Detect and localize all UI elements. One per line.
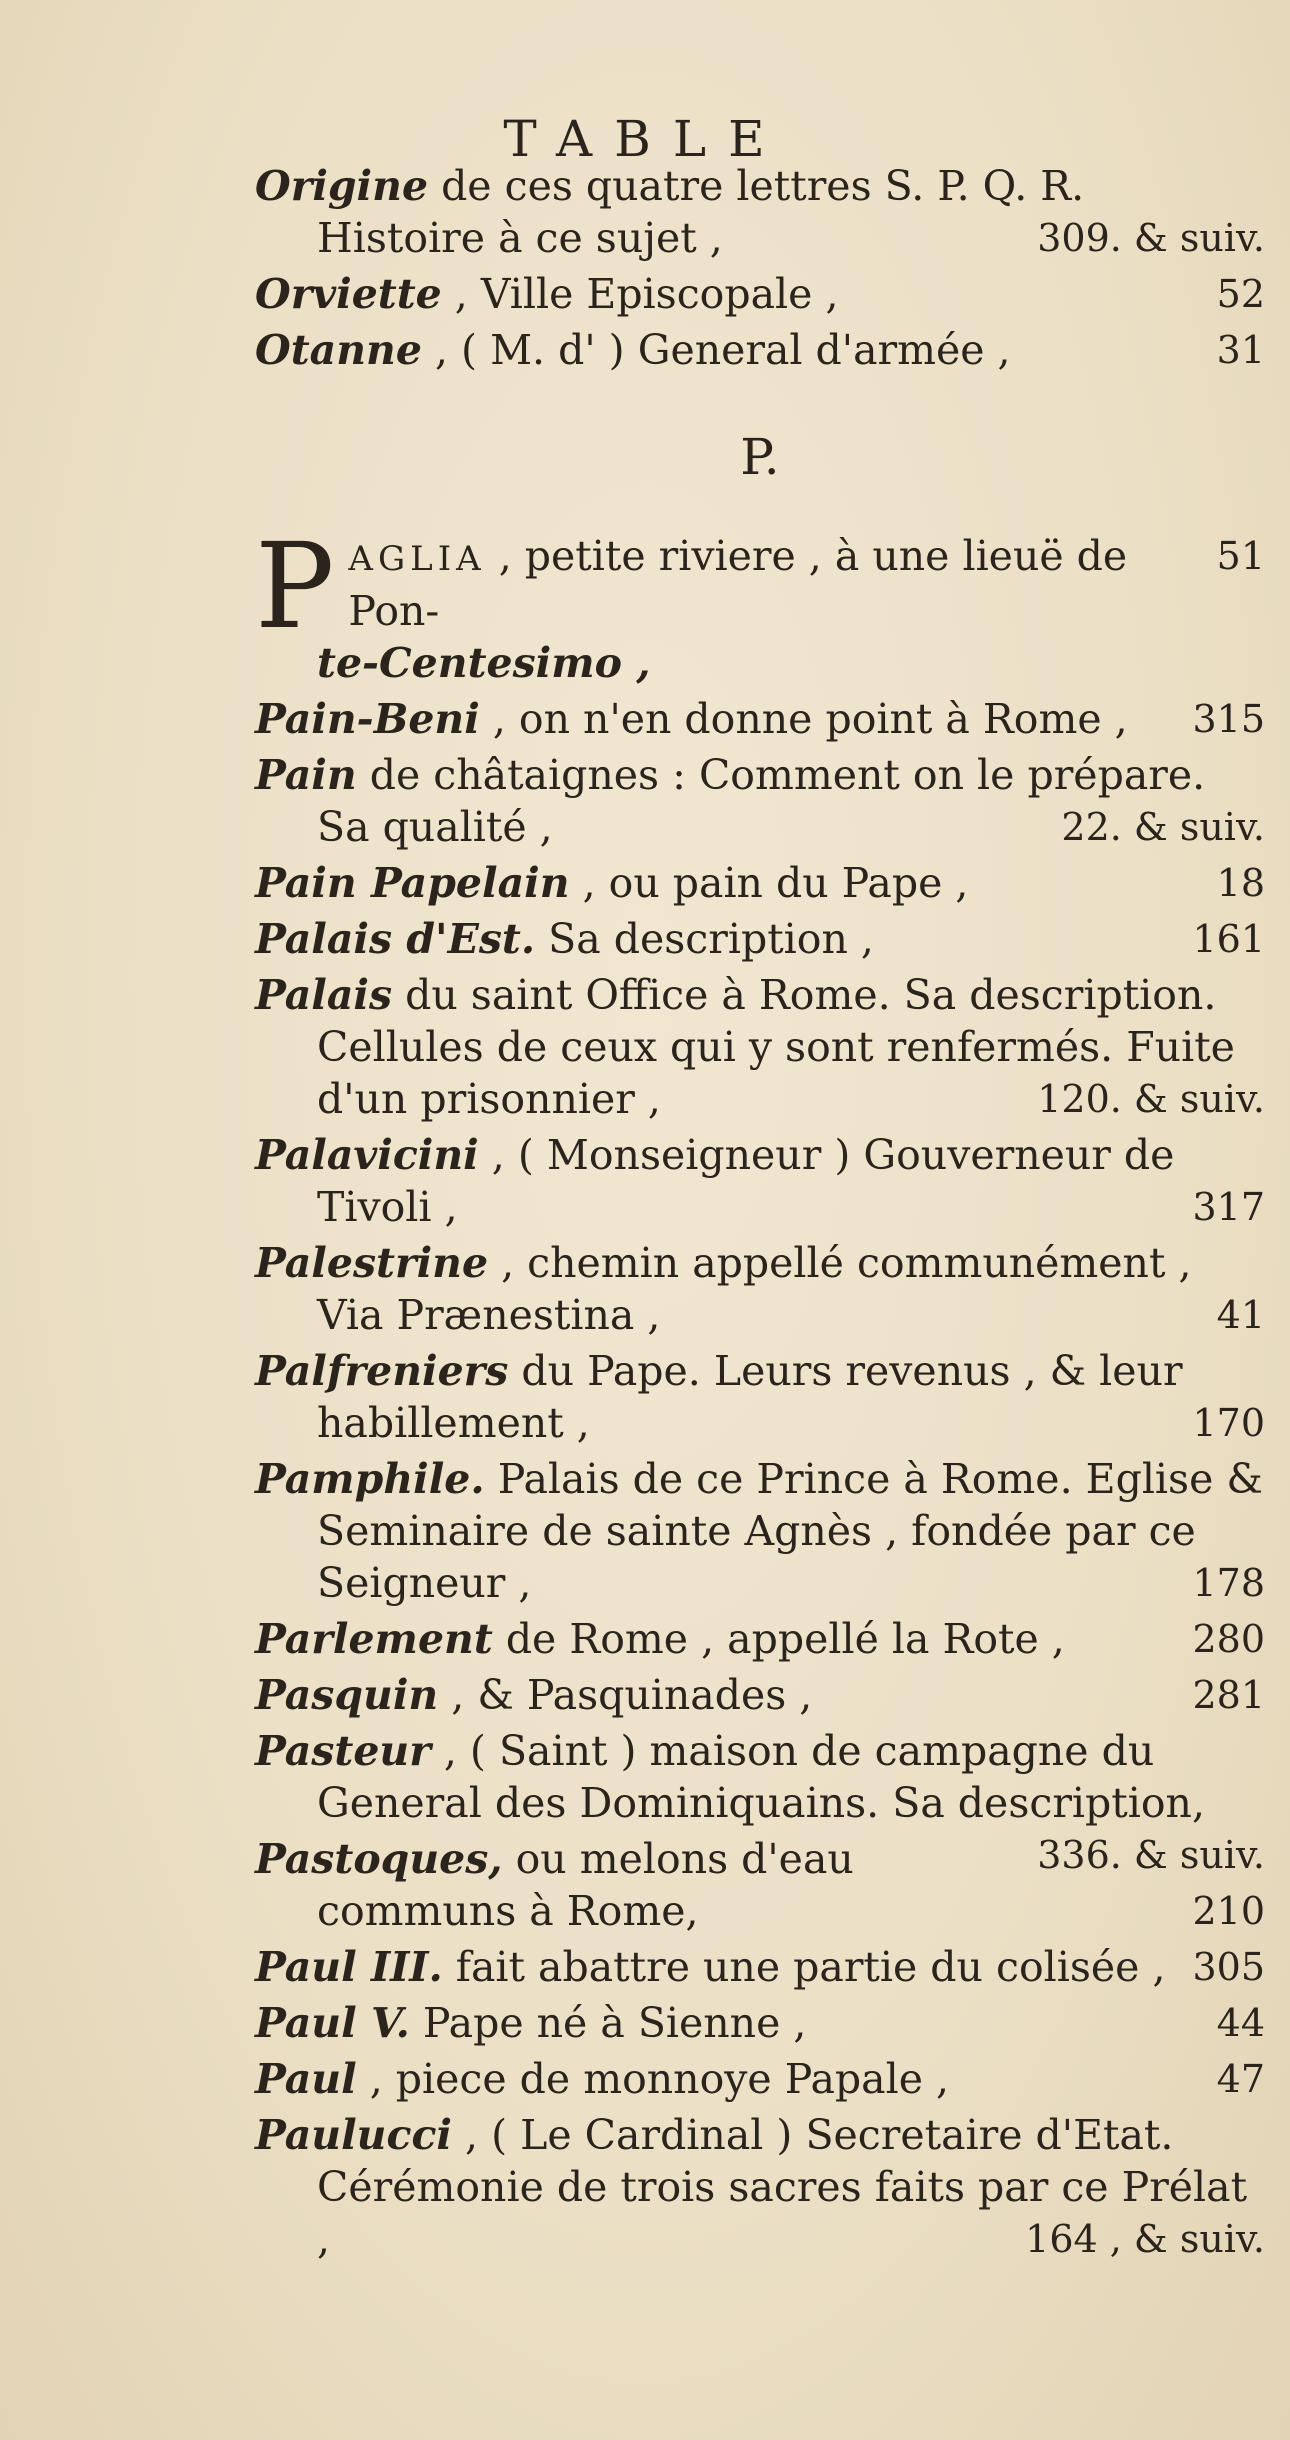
entry-text: Sa description ,: [535, 915, 874, 963]
entry-head: Palais: [255, 971, 393, 1019]
index-entry: [255, 2053, 1265, 2105]
entry-page: 315: [1192, 697, 1265, 741]
entry-page: 164 , & suiv.: [1025, 2217, 1265, 2261]
entry-page: 41: [1216, 1293, 1265, 1337]
entry-head: Palavicini: [255, 1131, 479, 1179]
first-entry: [255, 517, 1265, 689]
entry-page: 336. & suiv.: [1037, 1833, 1265, 1877]
entry-page: 120. & suiv.: [1037, 1077, 1265, 1121]
entry-head: Pain: [255, 751, 357, 799]
entry-head: Pasquin: [255, 1671, 439, 1719]
index-entry: [255, 1345, 1265, 1449]
entry-head: Parlement: [255, 1615, 493, 1663]
entry-head: Pain-Beni: [255, 695, 480, 743]
entry-page: 31: [1216, 328, 1265, 372]
entry-page: 281: [1192, 1673, 1265, 1717]
entry-text: , piece de monnoye Papale ,: [356, 2055, 950, 2103]
entry-head: Palestrine: [255, 1239, 489, 1287]
drop-cap: P: [255, 517, 335, 655]
entry-page: 52: [1216, 272, 1265, 316]
index-entry: [255, 1129, 1265, 1233]
index-entry: [255, 1613, 1265, 1665]
entries-main: [255, 693, 1265, 2265]
entry-text: du saint Office à Rome. Sa description. Cellules de ceux qui y sont renfermés. Fuite d'un prisonnier ,: [317, 971, 1235, 1123]
entry-page: 317: [1192, 1185, 1265, 1229]
running-head: TABLE: [503, 110, 787, 168]
index-entry: [255, 1997, 1265, 2049]
entry-page: 170: [1192, 1401, 1265, 1445]
index-entry: [255, 1453, 1265, 1609]
index-entry: [255, 693, 1265, 745]
entry-text: Pape né à Sienne ,: [409, 1999, 807, 2047]
entries-top: [255, 160, 1265, 376]
entry-head: Palais d'Est.: [255, 915, 536, 963]
index-entry: [255, 160, 1265, 264]
section-letter: P.: [740, 428, 780, 486]
entry-text: , chemin appellé communément , Via Prænestina ,: [317, 1239, 1192, 1339]
entry-page: 22. & suiv.: [1061, 805, 1265, 849]
index-entry: [255, 1669, 1265, 1721]
entry-head: Paul: [255, 2055, 357, 2103]
entry-page: 305: [1192, 1945, 1265, 1989]
entry-head: Pain Papelain: [255, 859, 570, 907]
entry-text: Palais de ce Prince à Rome. Eglise & Seminaire de sainte Agnès , fondée par ce Seigneur ,: [317, 1455, 1263, 1607]
index-body: [255, 160, 1265, 2269]
entry-page: 47: [1216, 2057, 1265, 2101]
entry-page: 51: [1216, 534, 1265, 578]
entry-text: fait abattre une partie du colisée ,: [442, 1943, 1166, 1991]
entry-page: 280: [1192, 1617, 1265, 1661]
entry-head: Pamphile.: [255, 1455, 485, 1503]
entry-page: 309. & suiv.: [1037, 216, 1265, 260]
entry-text: , petite riviere , à une lieuë de Pon-: [348, 532, 1128, 635]
index-entry: [255, 913, 1265, 965]
entry-head: Paul V.: [255, 1999, 410, 2047]
entry-page: 18: [1216, 861, 1265, 905]
entry-head: Paul III.: [255, 1943, 443, 1991]
entry-text: , ou pain du Pape ,: [569, 859, 969, 907]
entry-head: Otanne: [255, 326, 422, 374]
index-entry: [255, 969, 1265, 1125]
entry-text: , on n'en donne point à Rome ,: [479, 695, 1128, 743]
entry-continuation: te-Centesimo ,: [317, 639, 651, 687]
index-entry: [255, 268, 1265, 320]
entry-page: 178: [1192, 1561, 1265, 1605]
entry-text: ou melons d'eau communs à Rome,: [317, 1835, 854, 1935]
entry-text: de ces quatre lettres S. P. Q. R. Histoire à ce sujet ,: [317, 162, 1085, 262]
index-entry: [255, 1941, 1265, 1993]
entry-head: Paulucci: [255, 2111, 452, 2159]
entry-text: de Rome , appellé la Rote ,: [492, 1615, 1065, 1663]
entry-head: Palfreniers: [255, 1347, 509, 1395]
entry-text: , Ville Episcopale ,: [441, 270, 839, 318]
entry-text: , ( Le Cardinal ) Secretaire d'Etat. Cérémonie de trois sacres faits par ce Prélat ,: [317, 2111, 1248, 2263]
entry-text: de châtaignes : Comment on le prépare. Sa qualité ,: [317, 751, 1206, 851]
entry-head: Pastoques,: [255, 1835, 503, 1883]
index-entry: [255, 749, 1265, 853]
index-entry: [255, 324, 1265, 376]
entry-head: Pasteur: [255, 1727, 431, 1775]
entry-text: , ( Monseigneur ) Gouverneur de Tivoli ,: [317, 1131, 1175, 1231]
entry-head: Orviette: [255, 270, 442, 318]
entry-text: , ( Saint ) maison de campagne du General des Dominiquains. Sa description,: [317, 1727, 1205, 1827]
entry-head-smallcaps: AGLIA: [348, 539, 486, 579]
entry-text: du Pape. Leurs revenus , & leur habillement ,: [317, 1347, 1183, 1447]
index-entry: [255, 2109, 1265, 2265]
entry-text: , & Pasquinades ,: [438, 1671, 813, 1719]
entry-head: Origine: [255, 162, 429, 210]
entry-page: 44: [1216, 2001, 1265, 2045]
index-entry: [255, 857, 1265, 909]
entry-text: , ( M. d' ) General d'armée ,: [421, 326, 1011, 374]
entry-page: 210: [1192, 1889, 1265, 1933]
entry-page: 161: [1192, 917, 1265, 961]
index-entry: [255, 1237, 1265, 1341]
